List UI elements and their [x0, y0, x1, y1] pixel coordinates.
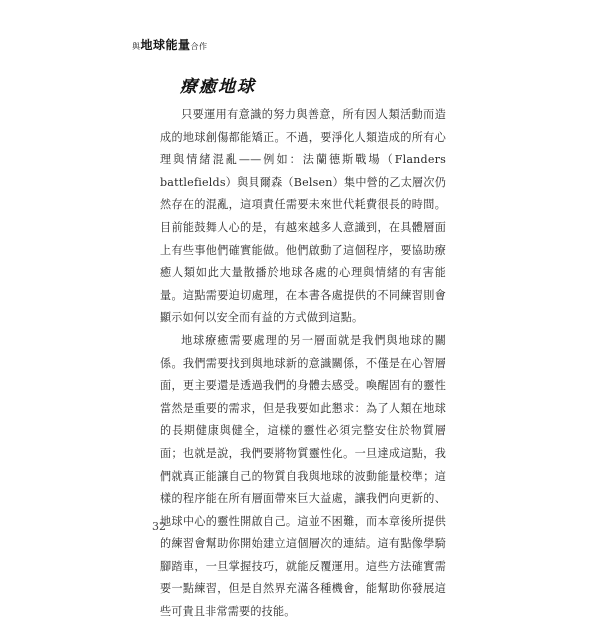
- running-header-prefix: 與: [132, 42, 141, 51]
- running-header-suffix: 合作: [190, 42, 208, 51]
- paragraph: 地球療癒需要處理的另一層面就是我們與地球的關係。我們需要找到與地球新的意識關係，不僅是在心智層面，更主要還是透過我們的身體去感受。喚醒固有的靈性當然是重要的需求，但是我要如此懇求：為了人類在地球的長期健康與健全，這樣的靈性必須完整安住於物質層面；也就是說，我們要將物質靈性化。一旦達成這點，我們就真正能讓自己的物質自我與地球的波動能量校準；這樣的程序能在所有層面帶來巨大益處，讓我們向更新的、地球中心的靈性開啟自己。這並不困難，而本章後所提供的練習會幫助你開始建立這個層次的連結。這有點像學騎腳踏車，一旦掌握技巧，就能反覆運用。這些方法確實需要一點練習，但是自然界充滿各種機會，能幫助你發展這些可貴且非常需要的技能。: [160, 333, 446, 619]
- body-text: [160, 104, 446, 624]
- page-number: 32: [152, 520, 166, 533]
- chapter-title: 療癒地球: [180, 77, 256, 97]
- running-header: [132, 36, 208, 53]
- running-header-title: 地球能量: [140, 38, 191, 52]
- paragraph: 只要運用有意識的努力與善意，所有因人類活動而造成的地球創傷都能矯正。不過，要淨化人類造成的所有心理與情緒混亂——例如：法蘭德斯戰場（Flanders battlefields）與貝爾森（Belsen）集中營的乙太層次仍然存在的混亂，這項責任需要未來世代耗費很長的時間。目前能鼓舞人心的是，有越來越多人意識到，在具體層面上有些事他們確實能做。他們啟動了這個程序，要協助療癒人類如此大量散播於地球各處的心理與情緒的有害能量。這點需要迫切處理，在本書各處提供的不同練習則會顯示如何以安全而有益的方式做到這點。: [160, 108, 446, 325]
